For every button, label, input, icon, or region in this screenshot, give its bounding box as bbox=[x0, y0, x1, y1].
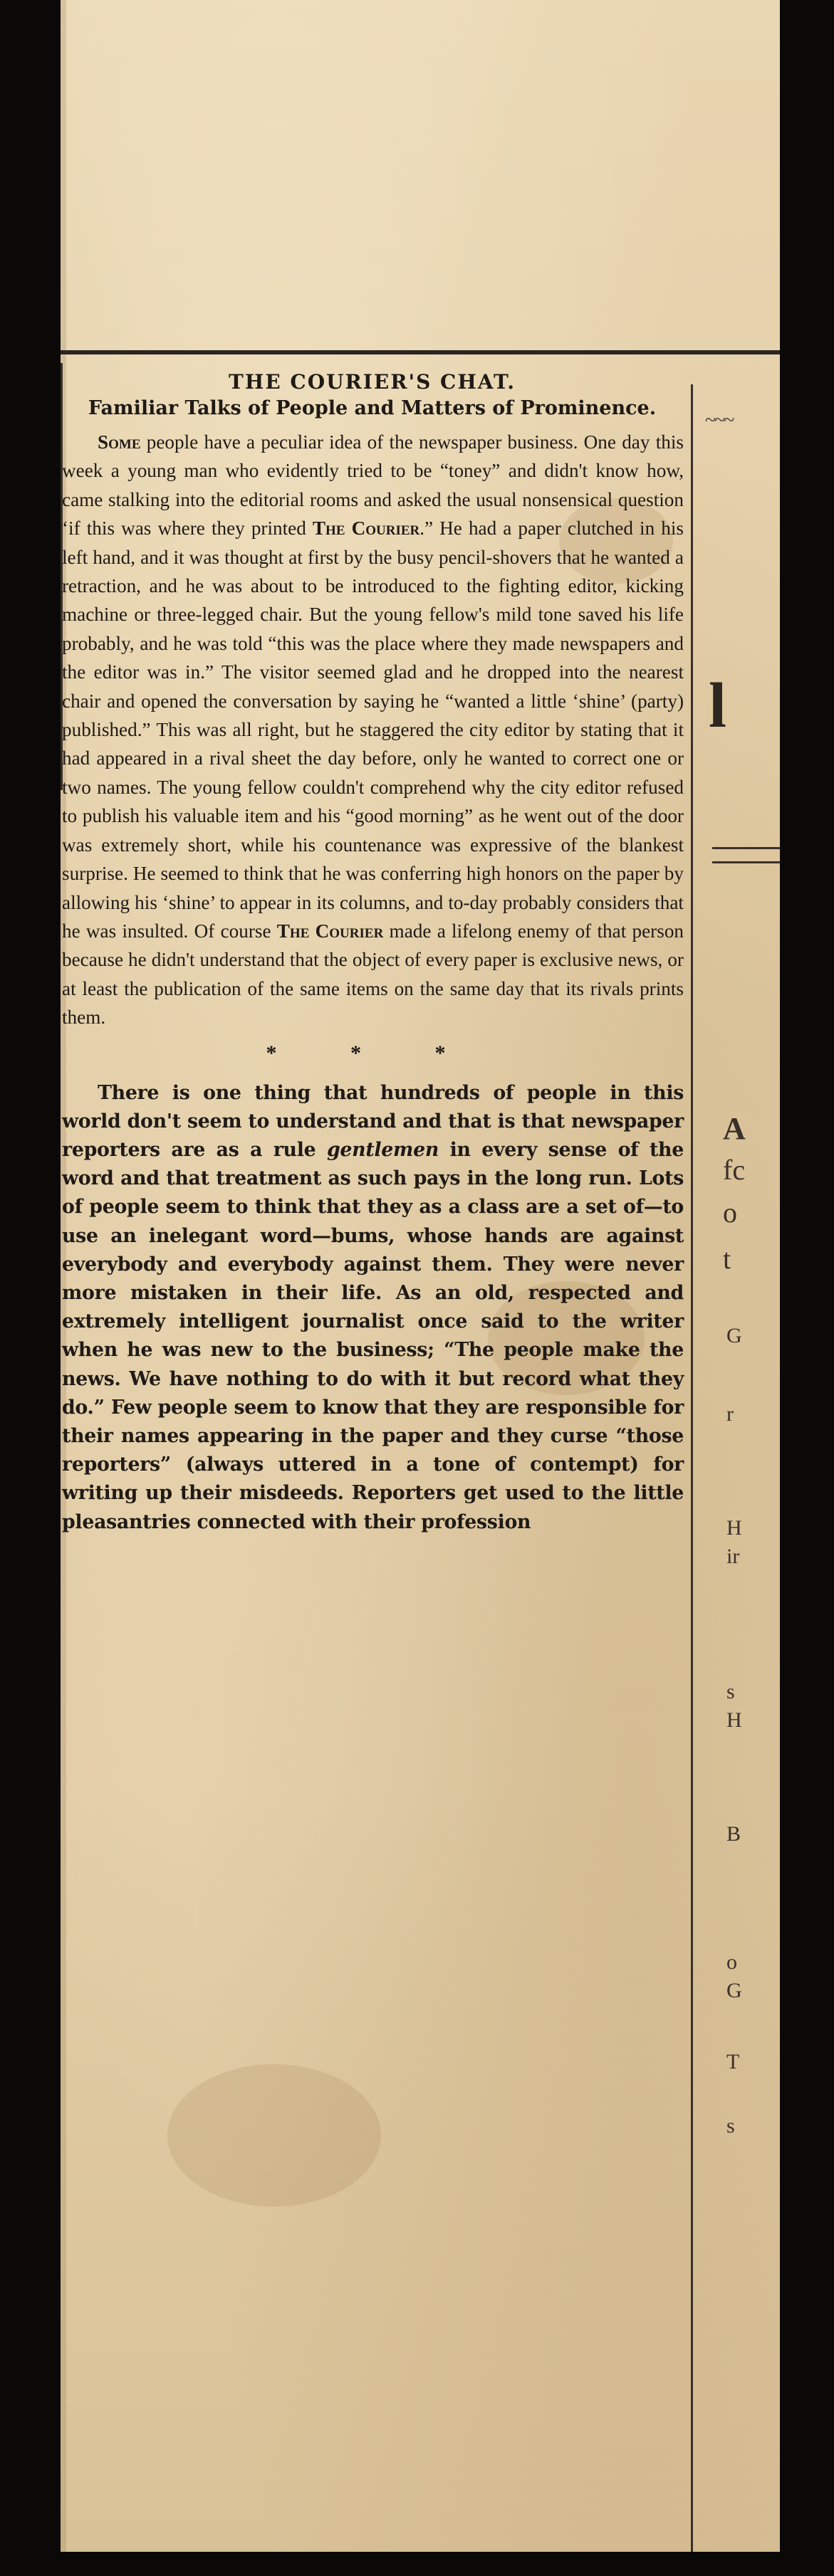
side-fragment: T bbox=[726, 2050, 740, 2073]
paper-name: The Courier bbox=[276, 920, 384, 942]
paragraph-1-text: people have a peculiar idea of the newspaper business. One day this week a young man who evidently tried to be “toney” and didn't know how, came stalking into the editorial rooms and asked the usual nonsensical question ‘if this was where they printed bbox=[62, 431, 684, 540]
article-body bbox=[61, 428, 684, 1537]
paragraph-2 bbox=[62, 1079, 684, 1537]
paragraph-1 bbox=[62, 428, 684, 1032]
side-fragment: B bbox=[726, 1822, 741, 1846]
paragraph-2-text: is one thing that hundreds of people in this world don't seem to understand and that is that newspaper reporters are as a rule bbox=[62, 1081, 684, 1161]
side-fragment: H bbox=[726, 1708, 742, 1732]
side-fragment: ir bbox=[726, 1545, 740, 1568]
adjacent-column-fragments bbox=[694, 370, 780, 2552]
paper-stain bbox=[167, 2064, 381, 2207]
side-rule bbox=[712, 861, 780, 863]
paragraph-1-text-after: .” He had a paper clutched in his left hand, and it was thought at first by the busy pencil-shovers that he wanted a retraction, and he was about to be introduced to the fighting editor, kicking machine or three-legged chair. But the young fellow's mild tone saved his life probably, and he was told “this was the place where they made newspapers and the editor was in.” The visitor seemed glad and he dropped into the nearest chair and opened the conversation by saying he “wanted a little ‘shine’ (party) published.” This was all right, but he staggered the city editor by stating that it had appeared in a rival sheet the day before, only he wanted to correct one or two names. The young fellow couldn't comprehend why the city editor refused to publish his valuable item and his “good morning” as he went out of the door was extremely short, while his countenance was expressive of the blankest surprise. He seemed to think that he was conferring high honors on the paper by allowing his ‘shine’ to appear in its columns, and to-day probably considers that he was insulted. Of course bbox=[62, 517, 684, 942]
side-fragment: s bbox=[726, 2114, 735, 2138]
side-fragment: s bbox=[726, 1680, 735, 1703]
subhead: Familiar Talks of People and Matters of Prominence. bbox=[88, 397, 657, 419]
side-rule bbox=[712, 847, 780, 849]
paragraph-2-lead: There bbox=[98, 1081, 160, 1104]
article bbox=[61, 370, 684, 1537]
wave-ornament: ~~~ bbox=[705, 409, 734, 431]
side-fragment: o bbox=[726, 1950, 737, 1974]
paragraph-2-emphasis: gentlemen bbox=[326, 1138, 439, 1161]
newspaper-clipping bbox=[61, 0, 780, 2552]
column-top-rule bbox=[61, 350, 780, 354]
side-fragment: fc bbox=[723, 1154, 746, 1186]
side-fragment: r bbox=[726, 1402, 734, 1426]
headline: THE COURIER'S CHAT. bbox=[229, 370, 516, 394]
paragraph-1-text-end: made a lifelong enemy of that person because he didn't understand that the object of every paper is exclusive news, or at least the publication of the same items on the same day that its rivals prints them. bbox=[62, 920, 684, 1029]
side-fragment: l bbox=[709, 671, 727, 741]
side-fragment: o bbox=[723, 1197, 737, 1229]
paragraph-2-text-after: in every sense of the word and that treatment as such pays in the long run. Lots of people seem to think that they as a class are a set of—to use an inelegant word—bums, whose hands are against everybody and everybody against them. They were never more mistaken in their life. As an old, respected and extremely intelligent journalist once said to the writer when he was new to the business; “The people make the news. We have nothing to do with it but record what they do.” Few people seem to know that they are responsible for their names appearing in the paper and they curse “those reporters” (always uttered in a tone of contempt) for writing up their misdeeds. Reporters get used to the little pleasantries connected with their profession bbox=[62, 1138, 684, 1533]
side-fragment: t bbox=[723, 1243, 731, 1275]
side-fragment: A bbox=[723, 1111, 746, 1146]
column-divider bbox=[691, 384, 693, 2552]
side-fragment: G bbox=[726, 1979, 742, 2002]
paragraph-1-lead: Some bbox=[98, 431, 141, 453]
side-fragment: G bbox=[726, 1324, 742, 1347]
section-separator: * * * bbox=[266, 1041, 480, 1065]
side-fragment: H bbox=[726, 1516, 742, 1540]
paper-name: The Courier bbox=[312, 517, 420, 540]
